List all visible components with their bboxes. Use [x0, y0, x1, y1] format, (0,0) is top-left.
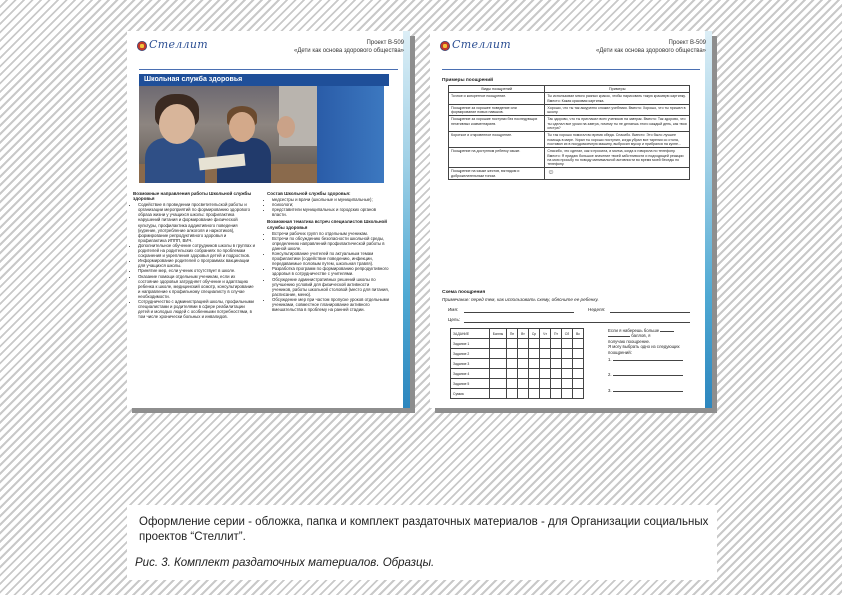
table-cell: Ты использовал много разных красок, чтобы нарисовать такую красивую картинку. Вместо: Какая красивая картинка.	[545, 93, 690, 105]
composition-heading: Состав Школьной службы здоровья:	[267, 191, 351, 196]
reward-text: баллов, я	[608, 333, 688, 338]
week-field[interactable]	[610, 312, 690, 313]
header-divider	[139, 69, 398, 70]
header-divider	[442, 69, 700, 70]
caption-box	[127, 505, 717, 580]
project-header	[596, 39, 706, 55]
logo-text: Стеллит	[149, 38, 208, 51]
list-item: • Принятие мер, если ученик отсутствует в школе.	[138, 268, 256, 273]
directions-heading: Возможные направления работы Школьной службы здоровья	[133, 191, 252, 202]
scheme-table	[450, 328, 584, 399]
side-stripe	[403, 31, 410, 408]
table-header: Сб	[562, 329, 573, 339]
sum-label: Сумма	[451, 389, 490, 399]
project-code: Проект В-509	[668, 40, 706, 46]
list-item: • Обсуждение мер при частом пропуске уроков отдельными учениками, совместное планирование активного вмешательства в проблему на ранней стадии.	[272, 297, 389, 312]
table-header: Пн	[507, 329, 518, 339]
table-cell: Поощрение за хорошие поступки без последующих негативных комментариев.	[449, 116, 545, 132]
directions-list	[133, 202, 256, 319]
reward-text: Я могу выбрать одно из следующих поощрений:	[608, 344, 680, 355]
table-row	[451, 349, 584, 359]
reward-line-2[interactable]: 2.	[608, 372, 688, 377]
list-item: • Информирование родителей о программах вакцинации для учащихся школы.	[138, 258, 256, 268]
section-banner: Школьная служба здоровья	[139, 74, 389, 86]
classroom-photo	[139, 86, 317, 183]
task-label: Задание 5	[451, 379, 490, 389]
name-field[interactable]	[464, 312, 574, 313]
table-row	[451, 389, 584, 399]
table-row	[449, 93, 690, 105]
topics-heading: Возможная тематика встреч специалистов Школьной службы здоровья	[267, 219, 388, 230]
handout-page-2	[430, 31, 712, 408]
table-header: Примеры	[545, 86, 690, 93]
reward-instructions	[608, 328, 688, 393]
list-item: • Встречи по обсуждению безопасности школьной среды, определению направлений профилактической работы в данной школе.	[272, 236, 389, 251]
table-header: Чт	[540, 329, 551, 339]
task-label: Задание 2	[451, 349, 490, 359]
side-stripe	[705, 31, 712, 408]
table-header: Вс	[573, 329, 584, 339]
list-item: • Дополнительное обучение сотрудников школы в группах и родителей на родительских собраниях по проблемам сохранения и укрепления здоровья детей и подростков.	[138, 243, 256, 258]
table-row	[451, 369, 584, 379]
logo-emblem-icon	[440, 41, 450, 51]
list-item: • Оказание помощи отдельным ученикам, если их состояние здоровья затрудняет обучение и адаптацию ребенка к школе, медицинский осмотр, консультирование и направление к профильному специалисту в случае необходимости.	[138, 274, 256, 299]
project-header	[294, 39, 404, 55]
logo-emblem-icon	[137, 41, 147, 51]
table-cell: Хорошо, что ты так аккуратно сложил учебники. Вместо: Хорошо, что ты пришел в школу.	[545, 104, 690, 116]
week-label: Неделя:	[588, 307, 606, 312]
topics-list	[267, 231, 389, 313]
table-row	[451, 339, 584, 349]
list-item: • Встречи рабочих групп по отдельным ученикам.	[272, 231, 389, 236]
table-header-row	[451, 329, 584, 339]
table-cell: Точное и конкретное поощрение.	[449, 93, 545, 105]
table-row	[449, 148, 690, 168]
table-header: Ср	[529, 329, 540, 339]
figure-caption: Рис. 3. Комплект раздаточных материалов. Образцы.	[135, 557, 435, 569]
table-cell: Ты так хорошо помогал во время обеда. Спасибо. Вместо: Это было лучшее помощь в мире. Украл ты хорошо поступил, когда убрал все тарелки со стола, поставил их в посудомоечную машину, выбросил мусор и прибрался на кухне...	[545, 132, 690, 148]
table-row	[449, 168, 690, 180]
list-item: • Сотрудничество с администрацией школы, профильными специалистами и родителями в сфере реабилитации детей и молодых людей с особенными потребностями, в том числе хронически больных и инвалидов.	[138, 299, 256, 319]
table-header-row	[449, 86, 690, 93]
table-cell: Поощрение за хорошее поведение или формирование новых навыков.	[449, 104, 545, 116]
list-item: • Консультирование учителей по актуальным темам профилактики (содействие поведению, инфекции, передаваемые половым путем, школьная травля).	[272, 251, 389, 266]
table-header: ЗАДАНИЕ	[451, 329, 490, 339]
goal-label: Цель:	[448, 317, 461, 322]
table-row	[449, 132, 690, 148]
table-row	[449, 116, 690, 132]
examples-table	[448, 85, 690, 180]
task-label: Задание 4	[451, 369, 490, 379]
list-item: • Разработка программ по формированию репродуктивного здоровья в сотрудничестве с учителями.	[272, 266, 389, 276]
list-item: • Обсуждение административных решений школы по улучшению условий для физической активности учеников, работы школьной столовой (место для питания, расписание, меню).	[272, 277, 389, 297]
table-cell: Поощрение на языке жестов, взглядом и доброжелательным тоном.	[449, 168, 545, 180]
table-header: Пт	[551, 329, 562, 339]
handout-page-1	[127, 31, 410, 408]
directions-column	[133, 191, 256, 321]
smile-icon: ☺	[545, 168, 690, 180]
name-label: Имя:	[448, 307, 459, 312]
caption-text: Оформление серии - обложка, папка и комплект раздаточных материалов - для Организации социальных проектов “Стеллит”.	[139, 516, 709, 543]
reward-line-3[interactable]: 3.	[608, 388, 688, 393]
table-header: Баллы	[490, 329, 507, 339]
list-item: • психологи;	[272, 202, 389, 207]
examples-title: Примеры поощрений	[442, 78, 494, 83]
scheme-note: Примечание: перед тем, как использовать схему, обясните ее ребенку.	[442, 297, 599, 302]
table-header: Вт	[518, 329, 529, 339]
composition-list	[267, 197, 389, 217]
table-cell: Так здорово, что ты пригласил всех учеников на завтрак. Вместо: Так здорово, что ты сделал все уроки на завтра, почему ты не делаешь этого каждый день, как твоя сестра?	[545, 116, 690, 132]
reward-line-1[interactable]: 1.	[608, 357, 688, 362]
table-header: Виды поощрений	[449, 86, 545, 93]
table-row	[451, 359, 584, 369]
list-item: • медсестры и врачи (школьные и муниципальные);	[272, 197, 389, 202]
blue-panel	[317, 86, 384, 183]
composition-column	[267, 191, 389, 314]
task-label: Задание 1	[451, 339, 490, 349]
list-item: • Содействие в проведении просветительской работы и организации мероприятий по формированию здорового образа жизни у учащихся школы: профилактика нарушений питания и формирование физической культуры, профилактика аддиктивного поведения (курение, употребление алкоголя и наркотиков), формирование репродуктивного здоровья и профилактика ИППП, ВИЧ.	[138, 202, 256, 243]
table-row	[449, 104, 690, 116]
project-title: «Дети как основа здорового общества»	[294, 48, 404, 54]
table-cell: Поощрение на доступном ребенку языке.	[449, 148, 545, 168]
project-title: «Дети как основа здорового общества»	[596, 48, 706, 54]
reward-text: получаю поощрение.	[608, 338, 651, 344]
table-cell: Короткое и откровенное поощрение.	[449, 132, 545, 148]
task-label: Задание 3	[451, 359, 490, 369]
table-row	[451, 379, 584, 389]
project-code: Проект В-509	[366, 40, 404, 46]
table-cell: Спасибо, что сделал, как я просила, и молча, когда я говорила по телефону. Вместо: Я придаю большое значение твоей заботливости и подходящей реакции на мою просьбу по поводу минимальной активности во время моей беседы по телефону.	[545, 148, 690, 168]
list-item: • представители муниципальных и городских органов власти.	[272, 207, 389, 217]
reward-text: Если я наберешь больше	[608, 328, 688, 333]
goal-field[interactable]	[464, 322, 690, 323]
logo-text: Стеллит	[452, 38, 511, 51]
scheme-title: Схема поощрения	[442, 290, 486, 295]
